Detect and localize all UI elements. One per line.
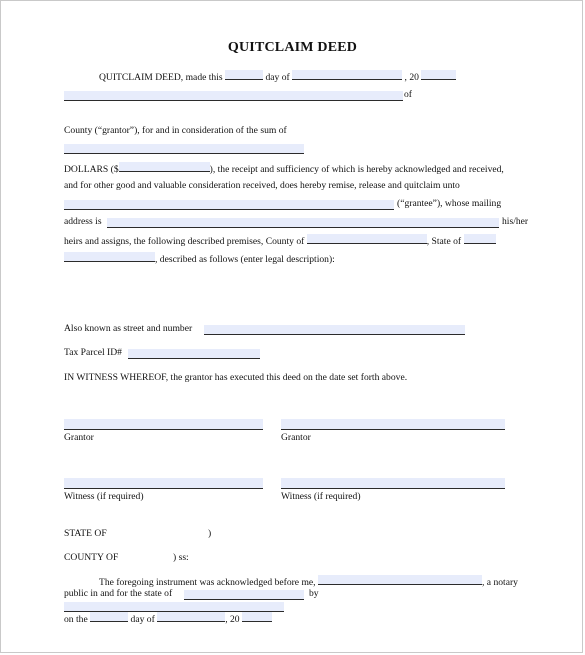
grantor-signature-field-1[interactable]: [64, 419, 263, 430]
witness-signature-field-2[interactable]: [281, 478, 505, 489]
county-of-label: COUNTY OF: [64, 552, 119, 563]
year-field[interactable]: [421, 70, 456, 80]
ack-day-field[interactable]: [90, 612, 128, 622]
day-number-field[interactable]: [225, 70, 263, 80]
state-of-paren: ): [208, 528, 212, 539]
witness-label-2: Witness (if required): [281, 491, 361, 502]
in-witness-whereof-text: IN WITNESS WHEREOF, the grantor has executed this deed on the date set forth above.: [64, 372, 408, 383]
remise-release-text: and for other good and valuable consideration received, does hereby remise, release and quitclaim unto: [64, 180, 460, 191]
notary-state-field[interactable]: [184, 590, 304, 600]
county-consideration-text: County (“grantor”), for and in consideration of the sum of: [64, 125, 287, 136]
county-ss-text: ) ss:: [173, 552, 189, 563]
grantee-address-field[interactable]: [107, 218, 499, 228]
receipt-text: ), the receipt and sufficiency of which is hereby acknowledged and received,: [209, 164, 504, 175]
dollars-text: DOLLARS ($: [64, 164, 119, 175]
state-of-text: , State of: [426, 236, 462, 247]
line-premises: [64, 234, 496, 248]
described-as-text: , described as follows (enter legal description):: [155, 254, 335, 265]
witness-label-1: Witness (if required): [64, 491, 144, 502]
acknowledged-text: The foregoing instrument was acknowledged before me,: [99, 577, 316, 588]
line-on-the: [64, 612, 272, 626]
grantor-signature-field-2[interactable]: [281, 419, 505, 430]
acknowledger-name-field[interactable]: [318, 575, 482, 585]
premises-county-text: heirs and assigns, the following described premises, County of: [64, 236, 305, 247]
ack-month-field[interactable]: [157, 612, 225, 622]
day-of-text: day of: [265, 72, 290, 83]
by-text: by: [309, 588, 319, 599]
a-notary-text: , a notary: [482, 577, 518, 588]
on-the-text: on the: [64, 614, 88, 625]
premises-state-name-field[interactable]: [64, 252, 155, 262]
grantor-name-field[interactable]: [64, 91, 403, 101]
witness-signature-field-1[interactable]: [64, 478, 263, 489]
public-for-state-text: public in and for the state of: [64, 588, 173, 599]
grantee-name-field[interactable]: [64, 200, 394, 210]
his-her-text: his/her: [502, 216, 529, 227]
acknowledged-by-field[interactable]: [64, 602, 284, 612]
month-field[interactable]: [292, 70, 402, 80]
street-address-field[interactable]: [204, 325, 465, 335]
grantee-text: (“grantee”), whose mailing: [397, 198, 502, 209]
ack-day-of-text: day of: [130, 614, 155, 625]
consideration-amount-words-field[interactable]: [64, 144, 304, 154]
tax-parcel-text: Tax Parcel ID#: [64, 347, 122, 358]
state-of-label: STATE OF: [64, 528, 107, 539]
line-dollars: [64, 162, 504, 176]
grantor-label-1: Grantor: [64, 432, 94, 443]
year-prefix-text: , 20: [404, 72, 419, 83]
line-made-this: [99, 70, 456, 84]
grantor-label-2: Grantor: [281, 432, 311, 443]
document-title: QUITCLAIM DEED: [227, 40, 358, 55]
ack-year-field[interactable]: [242, 612, 272, 622]
premises-state-field[interactable]: [464, 234, 496, 244]
tax-parcel-id-field[interactable]: [128, 349, 260, 359]
premises-county-field[interactable]: [307, 234, 427, 244]
of-text: of: [404, 89, 412, 100]
dollar-amount-field[interactable]: [119, 162, 210, 172]
ack-year-prefix-text: , 20: [225, 614, 240, 625]
line-acknowledged: [99, 575, 518, 589]
also-known-as-text: Also known as street and number: [64, 323, 193, 334]
line-described: [64, 252, 335, 266]
address-is-text: address is: [64, 216, 102, 227]
made-this-text: QUITCLAIM DEED, made this: [99, 72, 223, 83]
